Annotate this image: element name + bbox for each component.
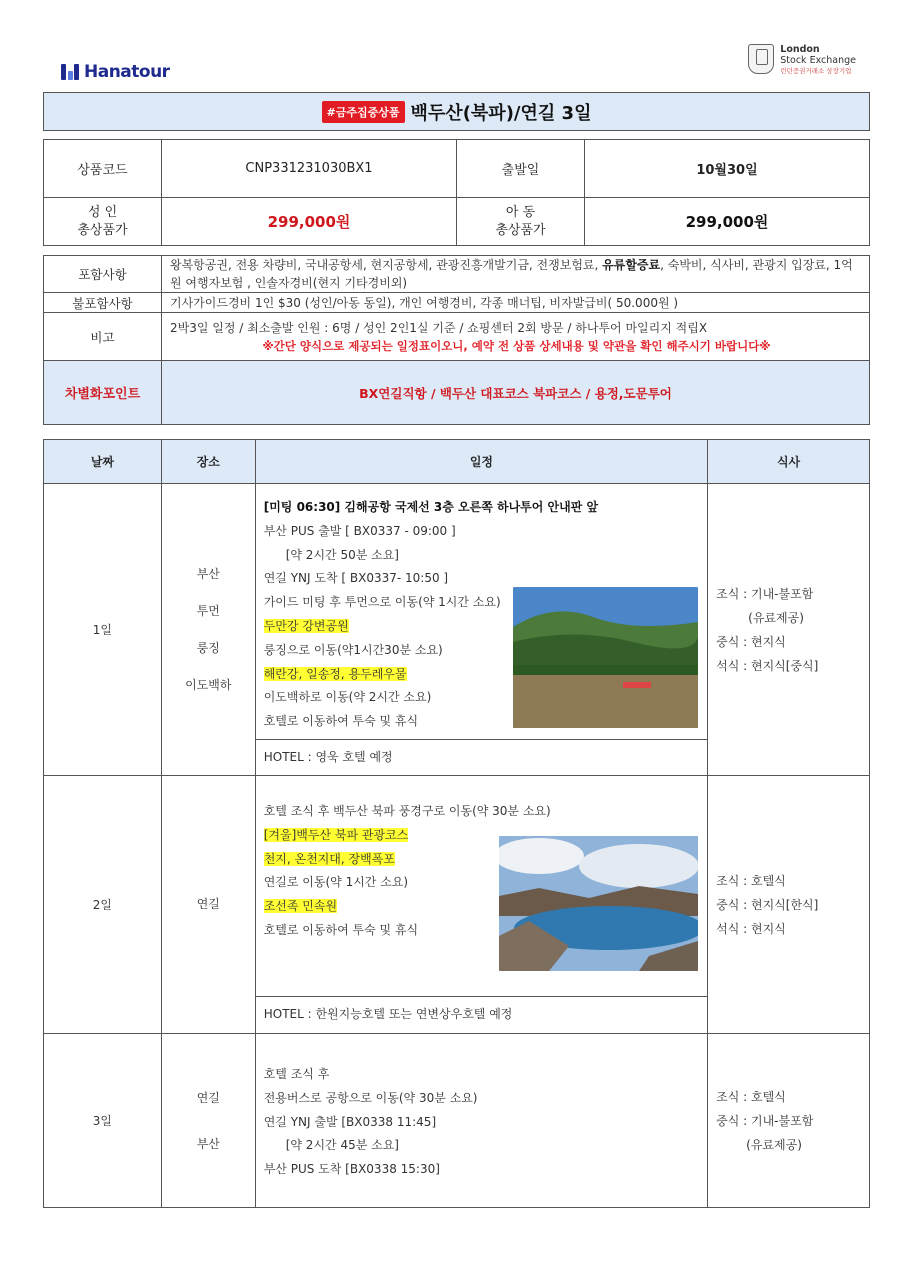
- day2-schedule: 호텔 조식 후 백두산 북파 풍경구로 이동(약 30분 소요) [겨울]백두산 북파 관광코스 천지, 온천지대, 장백폭포 연길로 이동(약 1시간 소요) 조선족 민속원 호텔로 이동하여 투숙 및 휴식 HOTEL : 한원지능호텔 또는 연변상우호텔 예정: [255, 776, 707, 1034]
- highlight-spot: 천지, 온천지대, 장백폭포: [263, 851, 395, 866]
- day2-meals: 조식 : 호텔식 중식 : 현지식[한식] 석식 : 현지식: [708, 776, 870, 1034]
- lse-logo: [748, 44, 856, 77]
- day2-places: 연길: [161, 776, 255, 1034]
- note-text: 2박3일 일정 / 최소출발 인원 : 6명 / 성인 2인1실 기준 / 쇼핑센터 2회 방문 / 하나투어 마일리지 적립X: [170, 320, 708, 335]
- lse-crest-icon: [748, 44, 774, 74]
- hanatour-logo: [60, 62, 170, 82]
- lse-line2: Stock Exchange: [780, 55, 856, 66]
- departure-label: 출발일: [457, 140, 585, 198]
- warning-text: ※간단 양식으로 제공되는 일정표이오니, 예약 전 상품 상세내용 및 약관을 확인 해주시기 바랍니다※: [262, 338, 771, 353]
- day3-meals: 조식 : 호텔식 중식 : 기내-불포함 (유료제공): [708, 1034, 870, 1208]
- highlight-spot: 두만강 강변공원: [263, 618, 349, 633]
- excluded-label: 불포함사항: [44, 293, 162, 313]
- note-label: 비고: [44, 313, 162, 361]
- tumen-river-photo: [513, 587, 698, 728]
- diff-point-label: 차별화포인트: [44, 361, 162, 425]
- day1-schedule: [미팅 06:30] 김해공항 국제선 3층 오른쪽 하나투어 안내판 앞 부산 PUS 출발 [ BX0337 - 09:00 ] [약 2시간 50분 소요] 연길 YNJ 도착 [ BX0337- 10:50 ] 가이드 미팅 후 투먼으로 이동(약 1시간 소요) 두만강 강변공원 룽징으로 이동(약1시간30분 소요) 해란강, 일송정, 용두레우물 이도백하로 이동(약 2시간 소요) 호텔로 이동하여 투숙 및 휴식 HOTEL : 영욱 호텔 예정: [255, 484, 707, 776]
- diff-point-text: BX연길직항 / 백두산 대표코스 북파코스 / 용정,도문투어: [162, 361, 870, 425]
- day3-schedule: 호텔 조식 후 전용버스로 공항으로 이동(약 30분 소요) 연길 YNJ 출발 [BX0338 11:45] [약 2시간 45분 소요] 부산 PUS 도착 [BX0338 15:30]: [255, 1034, 707, 1208]
- day3-row: [44, 1034, 870, 1208]
- highlight-spot: 해란강, 일송정, 용두레우물: [263, 666, 407, 681]
- hanatour-logo-icon: [60, 62, 80, 82]
- baekdu-lake-photo: [499, 836, 698, 971]
- highlight-spot: 조선족 민속원: [263, 899, 338, 914]
- col-place: 장소: [161, 440, 255, 484]
- day1-meals: 조식 : 기내-불포함 (유료제공) 중식 : 현지식 석식 : 현지식[중식]: [708, 484, 870, 776]
- product-title: 백두산(북파)/연길 3일: [410, 102, 592, 124]
- child-price-label: 아 동 총상품가: [457, 198, 585, 246]
- day1-places: 부산 투먼 룽징 이도백하: [161, 484, 255, 776]
- col-day: 날짜: [44, 440, 162, 484]
- product-code: CNP331231030BX1: [162, 140, 457, 198]
- departure-date: 10월30일: [585, 140, 870, 198]
- note-cell: [162, 313, 870, 361]
- excluded-text: 기사가이드경비 1인 $30 (성인/아동 동일), 개인 여행경비, 각종 매너팁, 비자발급비( 50.000원 ): [162, 293, 870, 313]
- day1-row: [44, 484, 870, 776]
- included-label: 포함사항: [44, 256, 162, 293]
- itinerary-table: [43, 439, 870, 1208]
- day2-label: 2일: [44, 776, 162, 1034]
- child-price: 299,000원: [585, 198, 870, 246]
- highlight-spot: [겨울]백두산 북파 관광코스: [263, 827, 409, 842]
- product-info-table: [43, 139, 870, 246]
- lse-sub: 런던증권거래소 상장기업: [780, 67, 852, 75]
- day1-hotel: HOTEL : 영욱 호텔 예정: [256, 739, 707, 775]
- day3-label: 3일: [44, 1034, 162, 1208]
- day2-row: [44, 776, 870, 1034]
- included-text: 왕복항공권, 전용 차량비, 국내공항세, 현지공항세, 관광진흥개발기금, 전쟁보험료, 유류할증료, 숙박비, 식사비, 관광지 입장료, 1억원 여행자보험 , 인솔자경비(현지 기타경비외): [162, 256, 870, 293]
- product-code-label: 상품코드: [44, 140, 162, 198]
- adult-price-label: 성 인 총상품가: [44, 198, 162, 246]
- product-detail-table: [43, 255, 870, 425]
- lse-line1: London: [780, 44, 820, 55]
- promo-badge: #금주집중상품: [322, 101, 405, 123]
- hanatour-logo-text: Hanatour: [84, 62, 170, 82]
- day1-label: 1일: [44, 484, 162, 776]
- day3-places: 연길 부산: [161, 1034, 255, 1208]
- col-schedule: 일정: [255, 440, 707, 484]
- day2-hotel: HOTEL : 한원지능호텔 또는 연변상우호텔 예정: [256, 996, 707, 1032]
- adult-price: 299,000원: [162, 198, 457, 246]
- product-title-bar: [43, 92, 870, 131]
- col-meal: 식사: [708, 440, 870, 484]
